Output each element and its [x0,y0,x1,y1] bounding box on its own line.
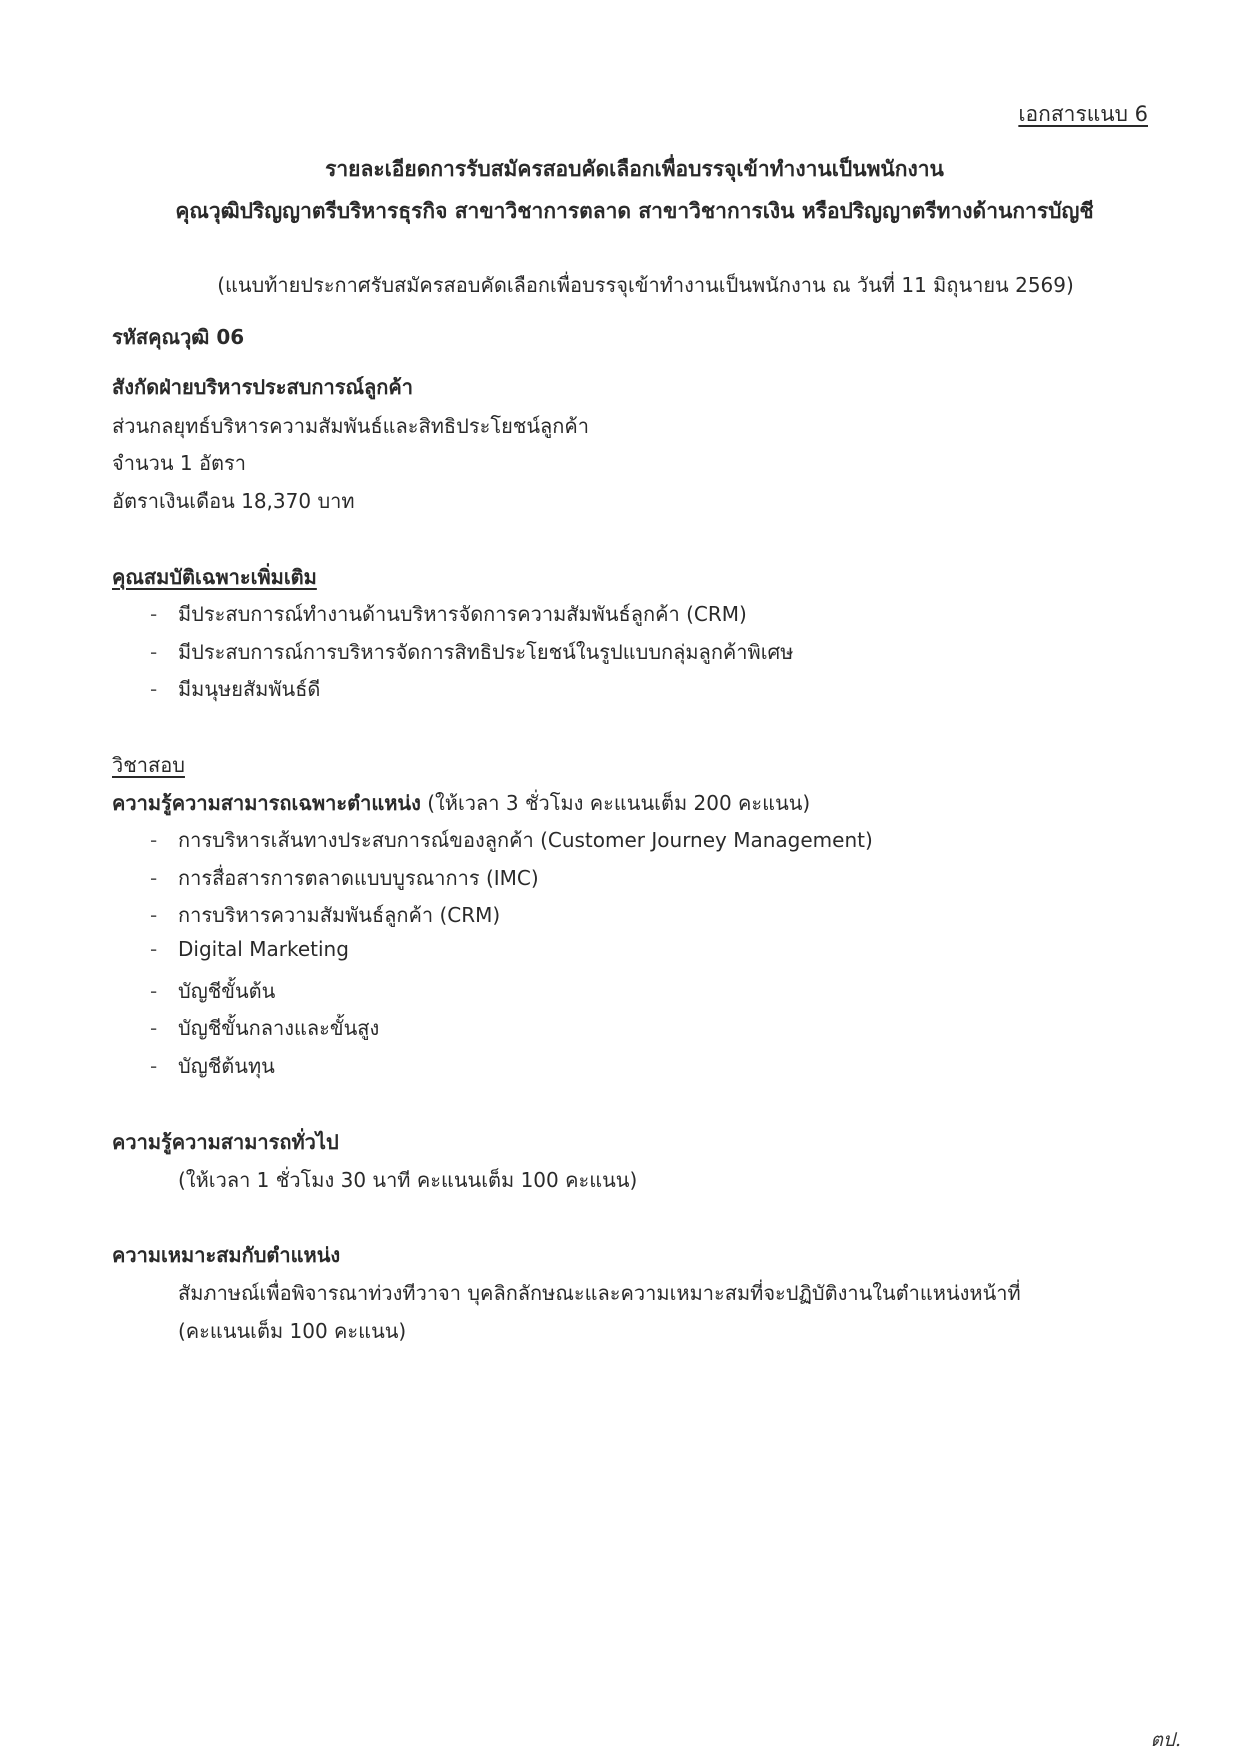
bullet-dash: - [150,1054,158,1078]
exam-subject: การสื่อสารการตลาดแบบบูรณาการ (IMC) [178,866,539,890]
subtitle: (แนบท้ายประกาศรับสมัครสอบคัดเลือกเพื่อบรรจุเข้าทำงานเป็นพนักงาน ณ วันที่ 11 มิถุนายน 2569) [217,273,1074,297]
bullet-dash: - [150,828,158,852]
division: ส่วนกลยุทธ์บริหารความสัมพันธ์และสิทธิประโยชน์ลูกค้า [112,414,590,438]
exam-heading: วิชาสอบ [112,753,185,777]
qualification-item: มีประสบการณ์การบริหารจัดการสิทธิประโยชน์ในรูปแบบกลุ่มลูกค้าพิเศษ [178,640,794,664]
department: สังกัดฝ่ายบริหารประสบการณ์ลูกค้า [112,375,414,399]
qualifications-heading: คุณสมบัติเฉพาะเพิ่มเติม [112,565,317,589]
positions: จำนวน 1 อัตรา [112,451,246,475]
qualification-item: มีมนุษยสัมพันธ์ดี [178,677,321,701]
bullet-dash: - [150,903,158,927]
exam-subject: บัญชีขั้นกลางและขั้นสูง [178,1016,380,1040]
bullet-dash: - [150,677,158,701]
suitability-heading: ความเหมาะสมกับตำแหน่ง [112,1243,341,1267]
specific-heading: ความรู้ความสามารถเฉพาะตำแหน่ง [112,791,421,815]
list-item [150,937,349,961]
bullet-dash: - [150,979,158,1003]
list-item [150,673,320,705]
specific-note: (ให้เวลา 3 ชั่วโมง คะแนนเต็ม 200 คะแนน) [420,791,811,815]
qualification-item: มีประสบการณ์ทำงานด้านบริหารจัดการความสัมพันธ์ลูกค้า (CRM) [178,602,747,626]
list-item [150,975,275,1007]
list-item [150,1050,275,1082]
list-item [150,636,793,668]
general-knowledge-note: (ให้เวลา 1 ชั่วโมง 30 นาที คะแนนเต็ม 100 คะแนน) [178,1168,638,1192]
list-item [150,862,539,894]
general-knowledge-heading: ความรู้ความสามารถทั่วไป [112,1130,339,1154]
suitability-text: สัมภาษณ์เพื่อพิจารณาท่วงทีวาจา บุคลิกลักษณะและความเหมาะสมที่จะปฏิบัติงานในตำแหน่งหน้าที่ [178,1281,1021,1305]
specific-knowledge-line [112,787,810,819]
initials-signature: ตป. [1150,1729,1181,1751]
bullet-dash: - [150,640,158,664]
salary: อัตราเงินเดือน 18,370 บาท [112,489,355,513]
suitability-note: (คะแนนเต็ม 100 คะแนน) [178,1319,407,1343]
list-item [150,899,500,931]
bullet-dash: - [150,866,158,890]
exam-subject: บัญชีต้นทุน [178,1054,275,1078]
list-item [150,1012,379,1044]
title-line-2: คุณวุฒิปริญญาตรีบริหารธุรกิจ สาขาวิชาการตลาด สาขาวิชาการเงิน หรือปริญญาตรีทางด้านการบัญชี [175,199,1094,223]
list-item [150,598,747,630]
bullet-dash: - [150,602,158,626]
exam-subject: การบริหารความสัมพันธ์ลูกค้า (CRM) [178,903,501,927]
qualification-code: รหัสคุณวุฒิ 06 [112,325,245,349]
bullet-dash: - [150,1016,158,1040]
exam-subject: การบริหารเส้นทางประสบการณ์ของลูกค้า (Customer Journey Management) [178,828,873,852]
exam-subject: บัญชีขั้นต้น [178,979,276,1003]
title-line-1: รายละเอียดการรับสมัครสอบคัดเลือกเพื่อบรรจุเข้าทำงานเป็นพนักงาน [325,157,944,181]
exam-subject: Digital Marketing [178,937,349,961]
list-item [150,824,873,856]
attachment-label: เอกสารแนบ 6 [1018,102,1148,126]
bullet-dash: - [150,937,158,961]
